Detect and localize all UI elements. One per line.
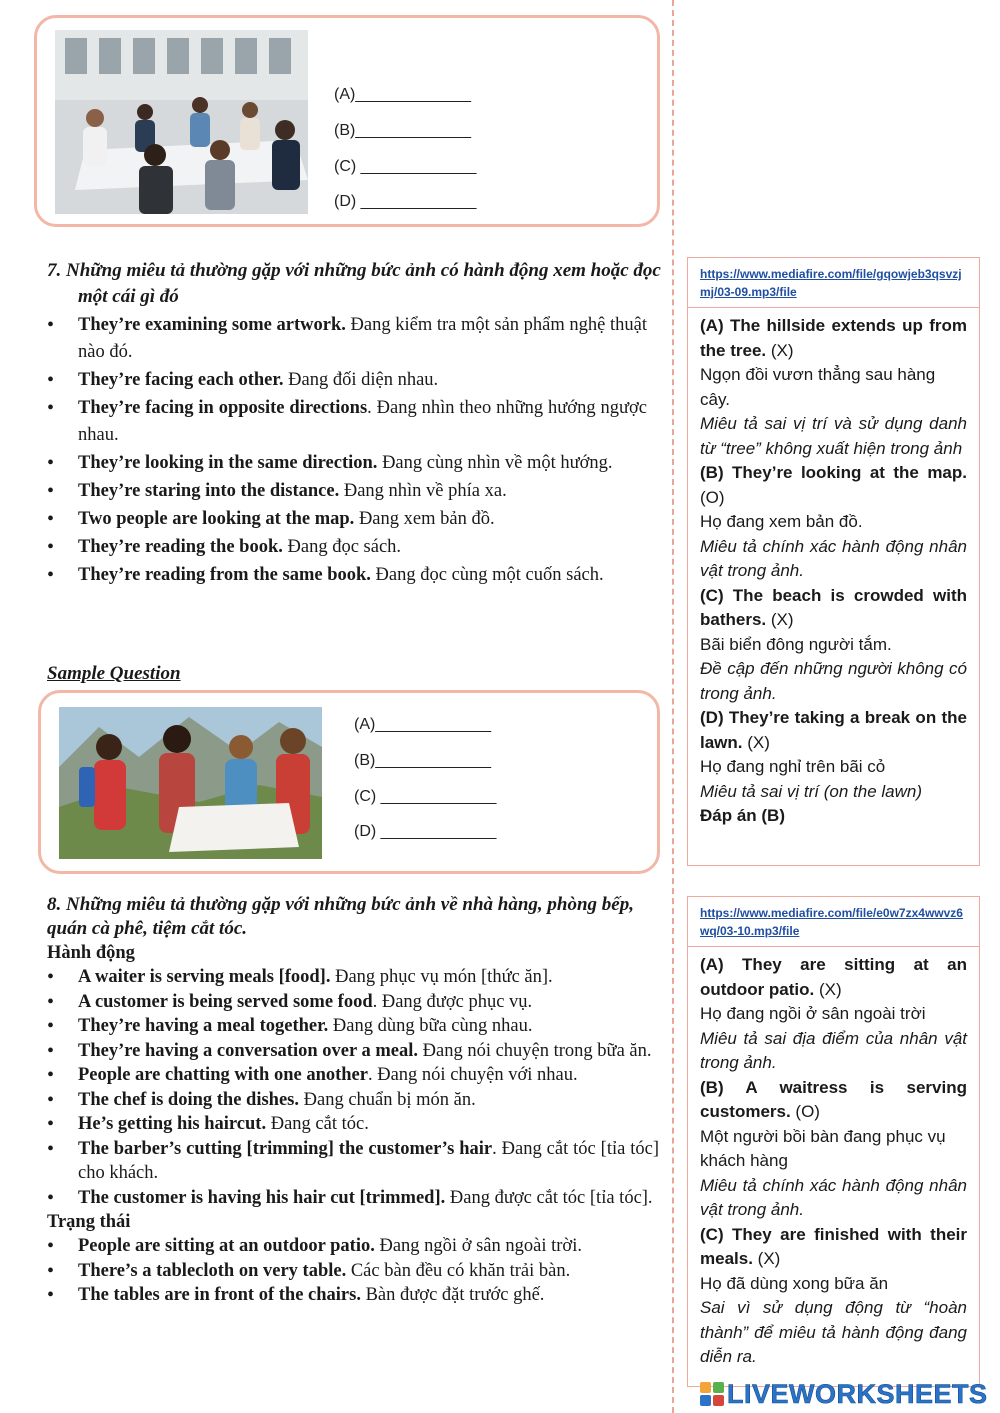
- option-statement: (A) They are sitting at an outdoor patio.: [700, 955, 967, 999]
- answer-option: [700, 953, 967, 1002]
- top-question-card: [34, 15, 660, 227]
- option-translation: Họ đang xem bản đồ.: [700, 512, 863, 531]
- bullet-item: [47, 450, 647, 477]
- option-mark: (X): [742, 732, 770, 752]
- option-d-blank[interactable]: (D) _____________: [334, 193, 477, 210]
- option-b-blank[interactable]: (B)_____________: [354, 752, 492, 769]
- section-8-title: 8. Những miêu tả thường gặp với những bức ảnh về nhà hàng, phòng bếp, quán cà phê, tiệm cắt tóc.: [47, 894, 634, 939]
- english-phrase: They’re having a meal together.: [78, 1016, 329, 1036]
- vietnamese-translation: Đang ngồi ở sân ngoài trời.: [374, 1236, 582, 1256]
- option-d-blank[interactable]: (D) _____________: [354, 823, 497, 840]
- option-a-blank[interactable]: (A)_____________: [334, 86, 472, 103]
- option-explanation: Miêu tả sai địa điểm của nhân vật trong ảnh.: [700, 1028, 967, 1072]
- vietnamese-translation: Đang đối diện nhau.: [283, 370, 439, 390]
- option-translation: Ngọn đồi vươn thẳng sau hàng cây.: [700, 365, 936, 409]
- answer-option: [700, 461, 967, 510]
- vietnamese-translation: . Đang được phục vụ.: [372, 991, 533, 1012]
- vietnamese-translation: Đang được cắt tóc [tỉa tóc].: [445, 1187, 653, 1208]
- option-c-blank[interactable]: (C) _____________: [334, 158, 477, 175]
- option-a-blank[interactable]: (A)_____________: [354, 716, 492, 733]
- option-statement: (D) They’re taking a break on the lawn.: [700, 708, 967, 752]
- answer-box-1: [687, 257, 980, 866]
- english-phrase: People are chatting with one another: [78, 1065, 368, 1085]
- bullet-item: [47, 1014, 659, 1039]
- option-explanation: Miêu tả chính xác hành động nhân vật trong ảnh.: [700, 536, 967, 580]
- bullet-item: [47, 1063, 659, 1088]
- vietnamese-translation: Đang nói chuyện trong bữa ăn.: [418, 1040, 652, 1061]
- option-statement: (A) The hillside extends up from the tree.: [700, 316, 967, 360]
- option-explanation: Sai vì sử dụng động từ “hoàn thành” để miêu tả hành động đang diễn ra.: [700, 1298, 967, 1366]
- english-phrase: They’re looking in the same direction.: [78, 453, 378, 473]
- bullet-item: [47, 1088, 659, 1113]
- answer-option: [700, 1223, 967, 1272]
- option-explanation: Miêu tả sai vị trí (on the lawn): [700, 781, 923, 801]
- english-phrase: The tables are in front of the chairs.: [78, 1285, 361, 1305]
- option-mark: (X): [766, 340, 794, 360]
- option-statement: (C) The beach is crowded with bathers.: [700, 585, 967, 629]
- option-explanation: Miêu tả sai vị trí và sử dụng danh từ “tree” không xuất hiện trong ảnh: [700, 414, 967, 458]
- vietnamese-translation: Đang đọc sách.: [282, 537, 402, 557]
- sample-question-heading: Sample Question: [47, 663, 181, 684]
- section-8-actions-list: [47, 965, 659, 1210]
- bullet-item: [47, 534, 647, 561]
- answer-option: [700, 1076, 967, 1125]
- english-phrase: They’re reading from the same book.: [78, 565, 371, 585]
- bullet-item: [47, 965, 659, 990]
- section-8-states-list: [47, 1234, 659, 1308]
- answer-option: [700, 584, 967, 633]
- vietnamese-translation: Bàn được đặt trước ghế.: [360, 1285, 545, 1305]
- english-phrase: He’s getting his haircut.: [78, 1114, 267, 1134]
- hikers-photo: [59, 707, 322, 859]
- option-explanation: Đề cập đến những người không có trong ảnh.: [700, 659, 967, 703]
- answer-box-2: [687, 896, 980, 1387]
- section-7-title: 7. Những miêu tả thường gặp với những bức ảnh có hành động xem hoặc đọc một cái gì đó: [47, 260, 661, 307]
- english-phrase: A waiter is serving meals [food].: [78, 967, 331, 987]
- section-8-subhead-actions: Hành động: [47, 943, 135, 963]
- english-phrase: A customer is being served some food: [78, 991, 373, 1012]
- bullet-item: [47, 1137, 659, 1186]
- answer-option: [700, 706, 967, 755]
- option-mark: (O): [790, 1102, 820, 1121]
- option-explanation: Miêu tả chính xác hành động nhân vật trong ảnh.: [700, 1175, 967, 1219]
- bullet-item: [47, 562, 647, 589]
- liveworksheets-logo-text: LIVEWORKSHEETS: [727, 1378, 988, 1409]
- option-mark: (X): [814, 979, 842, 999]
- vietnamese-translation: Đang chuẩn bị món ăn.: [299, 1089, 476, 1110]
- option-b-blank[interactable]: (B)_____________: [334, 122, 472, 139]
- bullet-item: [47, 1039, 659, 1064]
- english-phrase: The customer is having his hair cut [trimmed].: [78, 1187, 446, 1208]
- english-phrase: They’re staring into the distance.: [78, 481, 340, 501]
- english-phrase: They’re facing each other.: [78, 370, 284, 390]
- bullet-item: [47, 1259, 659, 1284]
- section-7-list: [47, 312, 647, 589]
- vietnamese-translation: Đang xem bản đồ.: [354, 509, 495, 529]
- option-translation: Bãi biển đông người tắm.: [700, 634, 892, 654]
- bullet-item: [47, 312, 647, 366]
- option-translation: Họ đã dùng xong bữa ăn: [700, 1273, 889, 1293]
- bullet-item: [47, 990, 659, 1015]
- english-phrase: The barber’s cutting [trimming] the customer’s hair: [78, 1138, 493, 1159]
- meeting-photo-illustration: [55, 30, 308, 214]
- sample-question-card: [38, 690, 660, 874]
- liveworksheets-logo-icon: [700, 1382, 724, 1406]
- meeting-photo: [55, 30, 308, 214]
- option-statement: (B) A waitress is serving customers.: [700, 1077, 967, 1121]
- english-phrase: They’re examining some artwork.: [78, 315, 346, 335]
- vietnamese-translation: Đang đọc cùng một cuốn sách.: [370, 565, 604, 585]
- english-phrase: There’s a tablecloth on very table.: [78, 1260, 347, 1281]
- section-7: [47, 258, 661, 589]
- option-translation: Họ đang nghỉ trên bãi cỏ: [700, 757, 886, 776]
- bullet-item: [47, 506, 647, 533]
- vietnamese-translation: Đang cắt tóc.: [266, 1114, 369, 1134]
- correct-answer: Đáp án (B): [700, 806, 785, 825]
- english-phrase: They’re reading the book.: [78, 537, 283, 557]
- option-mark: (O): [700, 487, 725, 507]
- column-divider: [672, 0, 674, 1413]
- audio-link[interactable]: https://www.mediafire.com/file/e0w7zx4wwvz6wq/03-10.mp3/file: [688, 897, 979, 947]
- bullet-item: [47, 395, 647, 449]
- bullet-item: [47, 1186, 659, 1211]
- vietnamese-translation: . Đang nói chuyện với nhau.: [367, 1065, 578, 1085]
- vietnamese-translation: . Đang nhìn theo những hướng ngược nhau.: [78, 398, 647, 445]
- vietnamese-translation: Đang cùng nhìn về một hướng.: [377, 453, 613, 473]
- english-phrase: Two people are looking at the map.: [78, 509, 355, 529]
- option-c-blank[interactable]: (C) _____________: [354, 788, 497, 805]
- vietnamese-translation: . Đang cắt tóc [tỉa tóc] cho khách.: [78, 1138, 659, 1183]
- bullet-item: [47, 1234, 659, 1259]
- vietnamese-translation: Đang kiểm tra một sản phẩm nghệ thuật nào đó.: [78, 315, 647, 362]
- vietnamese-translation: Đang nhìn về phía xa.: [339, 481, 507, 501]
- liveworksheets-logo: [700, 1379, 988, 1409]
- option-translation: Một người bồi bàn đang phục vụ khách hàng: [700, 1126, 946, 1170]
- english-phrase: The chef is doing the dishes.: [78, 1089, 300, 1110]
- option-statement: (B) They’re looking at the map.: [700, 463, 967, 482]
- option-mark: (X): [752, 1249, 781, 1268]
- section-8: [47, 893, 659, 1308]
- bullet-item: [47, 1112, 659, 1137]
- option-statement: (C) They are finished with their meals.: [700, 1224, 967, 1268]
- english-phrase: People are sitting at an outdoor patio.: [78, 1236, 375, 1256]
- hikers-photo-illustration: [59, 707, 322, 859]
- option-mark: (X): [766, 610, 794, 629]
- audio-link[interactable]: https://www.mediafire.com/file/gqowjeb3qsvzjmj/03-09.mp3/file: [688, 258, 979, 308]
- english-phrase: They’re having a conversation over a meal.: [78, 1040, 418, 1061]
- vietnamese-translation: Các bàn đều có khăn trải bàn.: [346, 1260, 571, 1281]
- bullet-item: [47, 367, 647, 394]
- answer-option: [700, 314, 967, 363]
- answer-box-1-body: [688, 308, 979, 833]
- english-phrase: They’re facing in opposite directions: [78, 398, 368, 418]
- option-translation: Họ đang ngồi ở sân ngoài trời: [700, 1004, 926, 1023]
- section-8-subhead-states: Trạng thái: [47, 1212, 131, 1232]
- answer-box-2-body: [688, 947, 979, 1374]
- bullet-item: [47, 478, 647, 505]
- vietnamese-translation: Đang phục vụ món [thức ăn].: [330, 967, 553, 987]
- vietnamese-translation: Đang dùng bữa cùng nhau.: [328, 1016, 533, 1036]
- bullet-item: [47, 1283, 659, 1308]
